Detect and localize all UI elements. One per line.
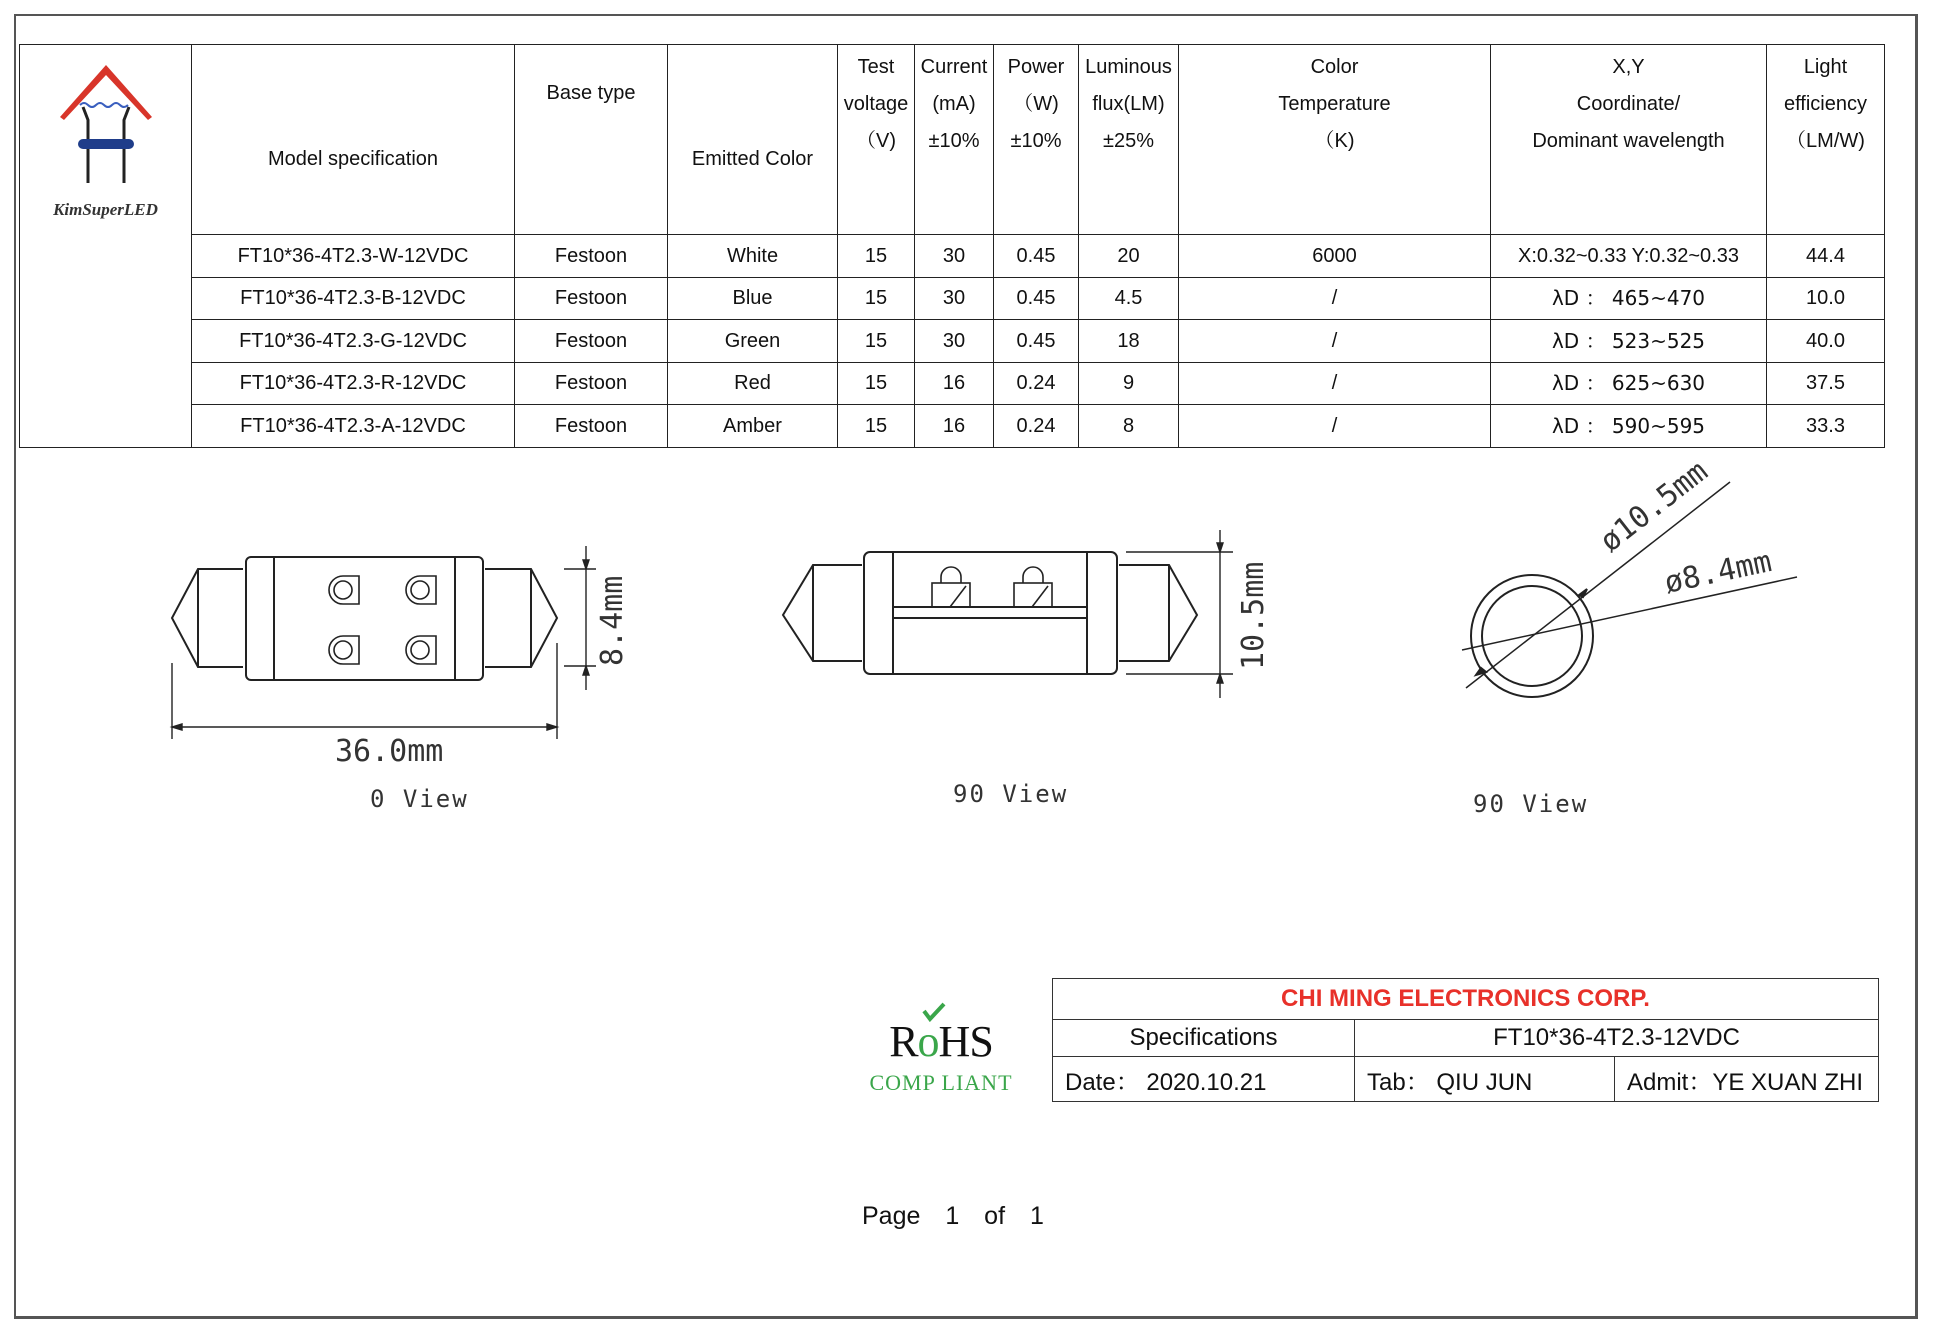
cell-power: 0.45: [994, 320, 1079, 363]
cell-model: FT10*36-4T2.3-R-12VDC: [192, 362, 515, 405]
cell-base: Festoon: [515, 320, 668, 363]
cell-voltage: 15: [838, 405, 915, 448]
column-header-base: Base type: [515, 45, 668, 235]
cell-current: 30: [915, 235, 994, 278]
front-view-label: 0 View: [370, 785, 469, 813]
end-view-label: 90 View: [1473, 790, 1589, 818]
cell-power: 0.45: [994, 235, 1079, 278]
side-view-drawing: [783, 530, 1233, 698]
cell-color: Green: [668, 320, 838, 363]
cell-color: Amber: [668, 405, 838, 448]
column-header-color: Emitted Color: [668, 45, 838, 235]
side-view-label: 90 View: [953, 780, 1069, 808]
rohs-subtitle: COMP LIANT: [869, 1070, 1013, 1095]
cell-base: Festoon: [515, 235, 668, 278]
column-header-flux: Luminous flux(LM) ±25%: [1079, 45, 1179, 235]
cell-flux: 18: [1079, 320, 1179, 363]
front-length-dim: 36.0mm: [335, 734, 444, 769]
cell-efficiency: 10.0: [1767, 277, 1885, 320]
cell-power: 0.45: [994, 277, 1079, 320]
cell-color: Red: [668, 362, 838, 405]
end-inner-dim: ø8.4mm: [1661, 544, 1775, 601]
rohs-word: RoHS: [866, 1020, 1016, 1064]
cell-xy: λD ： 465~470: [1491, 277, 1767, 320]
column-header-power: Power （W) ±10%: [994, 45, 1079, 235]
cell-base: Festoon: [515, 405, 668, 448]
column-header-xy: X,Y Coordinate/ Dominant wavelength: [1491, 45, 1767, 235]
rohs-compliant-logo: [866, 1017, 1016, 1096]
cell-efficiency: 33.3: [1767, 405, 1885, 448]
cell-current: 30: [915, 277, 994, 320]
column-header-efficiency: Light efficiency （LM/W): [1767, 45, 1885, 235]
cell-cct: /: [1179, 320, 1491, 363]
cell-cct: 6000: [1179, 235, 1491, 278]
title-block: [1052, 978, 1879, 1102]
cell-color: Blue: [668, 277, 838, 320]
front-view-drawing: [172, 546, 596, 739]
specifications-label: Specifications: [1053, 1020, 1355, 1057]
cell-flux: 20: [1079, 235, 1179, 278]
column-header-current: Current (mA) ±10%: [915, 45, 994, 235]
cell-model: FT10*36-4T2.3-G-12VDC: [192, 320, 515, 363]
front-height-dim: 8.4mm: [595, 575, 630, 666]
cell-base: Festoon: [515, 277, 668, 320]
cell-color: White: [668, 235, 838, 278]
cell-model: FT10*36-4T2.3-B-12VDC: [192, 277, 515, 320]
date-field: Date： 2020.10.21: [1053, 1057, 1355, 1102]
cell-voltage: 15: [838, 320, 915, 363]
column-header-model: Model specification: [192, 45, 515, 235]
cell-current: 16: [915, 362, 994, 405]
cell-cct: /: [1179, 277, 1491, 320]
cell-xy: λD ： 625~630: [1491, 362, 1767, 405]
specifications-value: FT10*36-4T2.3-12VDC: [1355, 1020, 1879, 1057]
cell-model: FT10*36-4T2.3-W-12VDC: [192, 235, 515, 278]
cell-xy: λD ： 590~595: [1491, 405, 1767, 448]
cell-flux: 9: [1079, 362, 1179, 405]
cell-flux: 4.5: [1079, 277, 1179, 320]
company-name: CHI MING ELECTRONICS CORP.: [1053, 979, 1879, 1020]
cell-power: 0.24: [994, 362, 1079, 405]
column-header-cct: Color Temperature （K): [1179, 45, 1491, 235]
cell-cct: /: [1179, 405, 1491, 448]
logo-brand-text: KimSuperLED: [53, 200, 158, 219]
cell-flux: 8: [1079, 405, 1179, 448]
cell-efficiency: 44.4: [1767, 235, 1885, 278]
page-number: Page 1 of 1: [862, 1202, 1044, 1230]
end-outer-dim: ø10.5mm: [1593, 453, 1715, 560]
cell-model: FT10*36-4T2.3-A-12VDC: [192, 405, 515, 448]
cell-voltage: 15: [838, 235, 915, 278]
cell-efficiency: 40.0: [1767, 320, 1885, 363]
cell-voltage: 15: [838, 362, 915, 405]
cell-efficiency: 37.5: [1767, 362, 1885, 405]
checkmark-icon: [921, 1002, 947, 1022]
side-height-dim: 10.5mm: [1236, 561, 1271, 670]
cell-xy: X:0.32~0.33 Y:0.32~0.33: [1491, 235, 1767, 278]
cell-xy: λD ： 523~525: [1491, 320, 1767, 363]
column-header-voltage: Test voltage （V): [838, 45, 915, 235]
cell-current: 16: [915, 405, 994, 448]
cell-cct: /: [1179, 362, 1491, 405]
cell-base: Festoon: [515, 362, 668, 405]
admit-field: Admit：YE XUAN ZHI: [1615, 1057, 1879, 1102]
cell-power: 0.24: [994, 405, 1079, 448]
cell-current: 30: [915, 320, 994, 363]
cell-voltage: 15: [838, 277, 915, 320]
tab-field: Tab： QIU JUN: [1355, 1057, 1615, 1102]
